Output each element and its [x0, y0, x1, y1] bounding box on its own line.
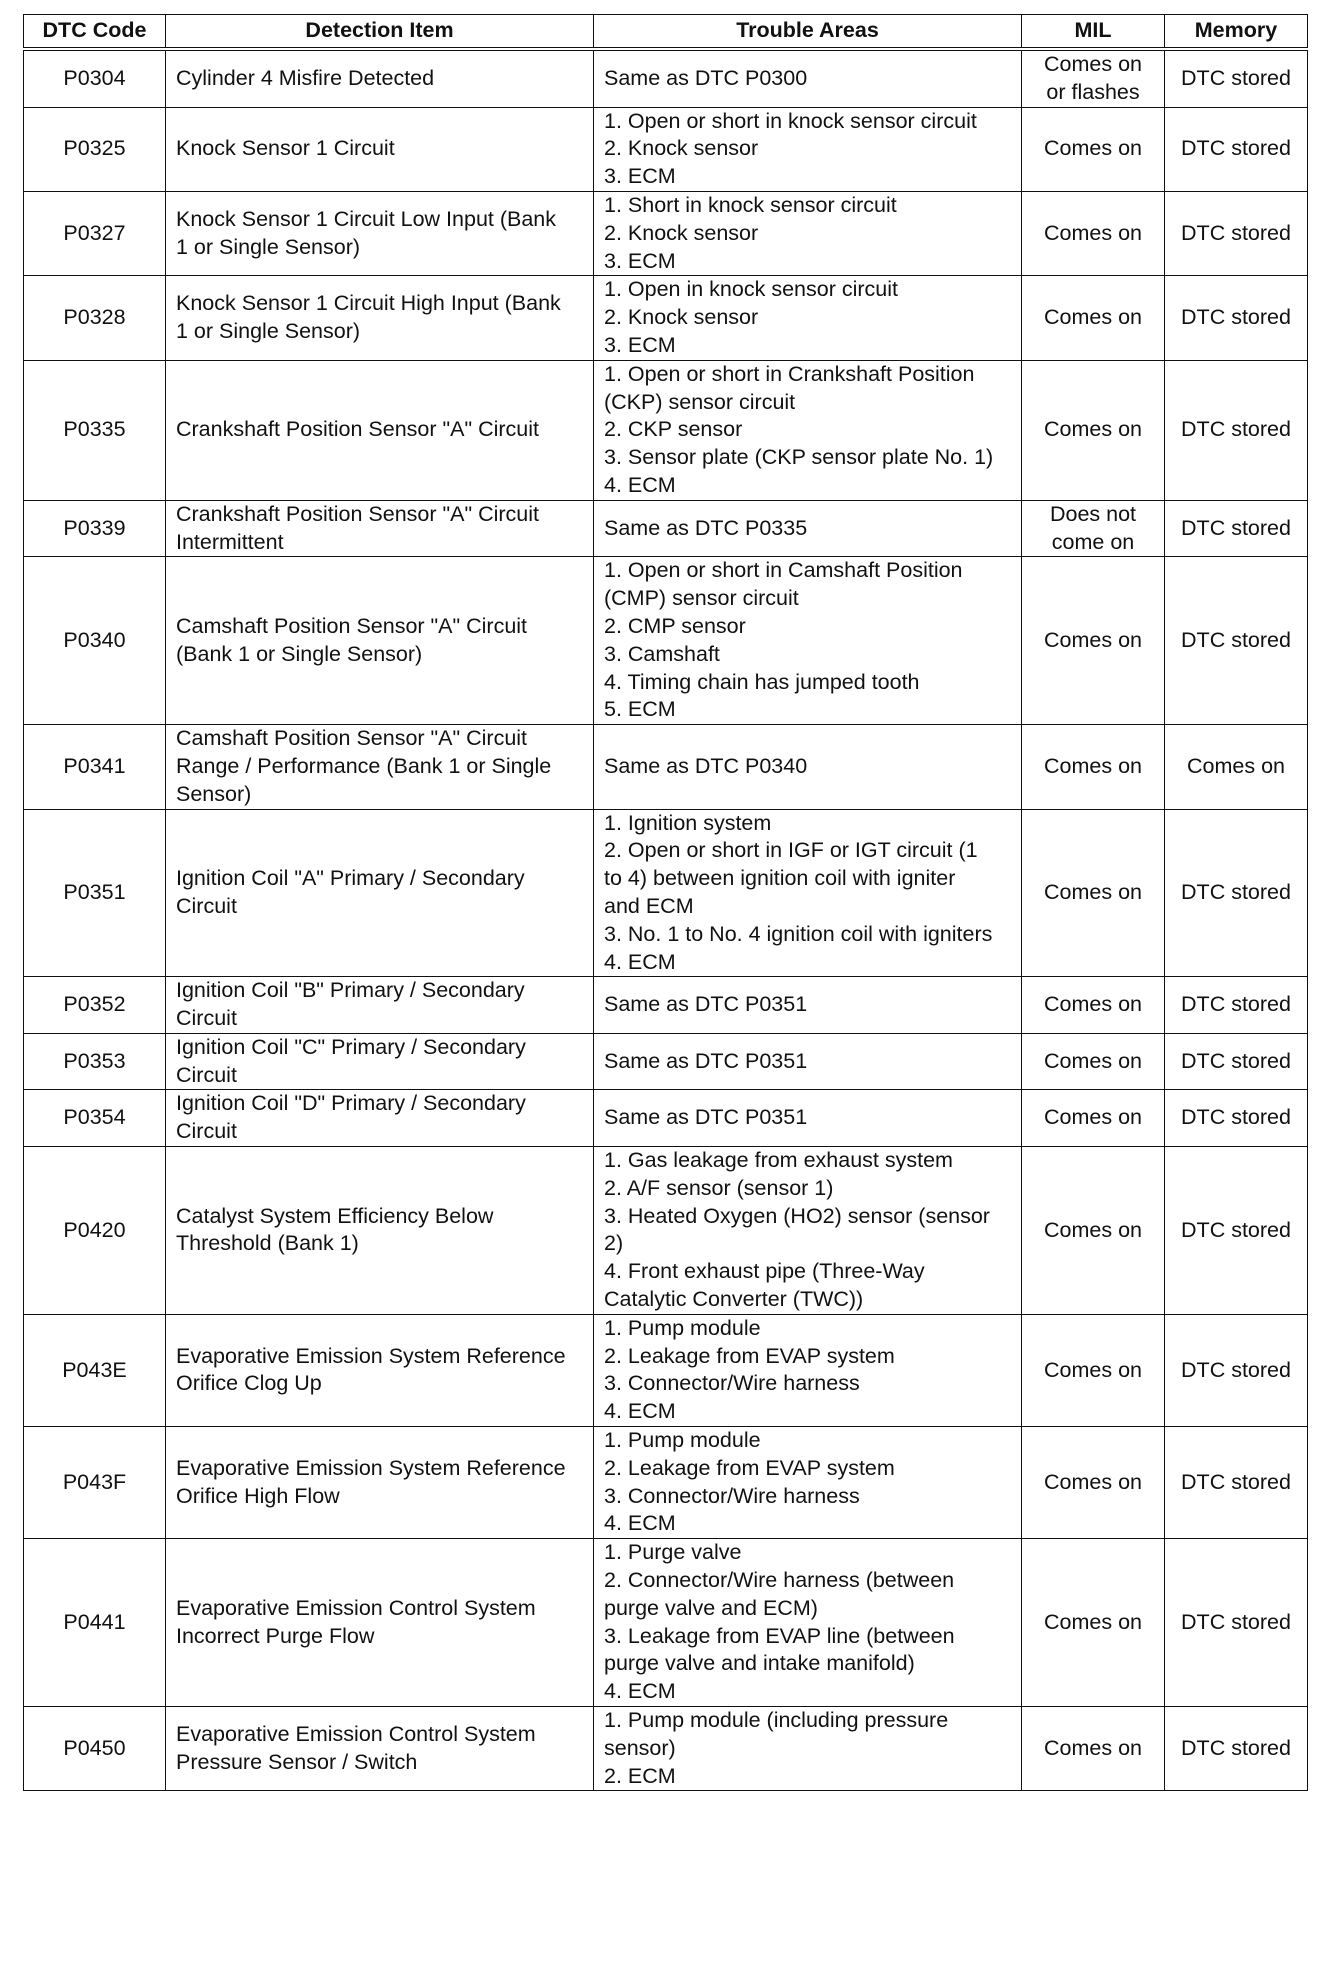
trouble-areas-cell-line: 2. Open or short in IGF or IGT circuit (1	[604, 838, 978, 863]
dtc-code-cell: P0353	[24, 1033, 166, 1090]
memory-cell: DTC stored	[1165, 1090, 1308, 1147]
trouble-areas-cell-line: 4. ECM	[604, 1399, 676, 1424]
mil-cell-line: Comes on	[1044, 1469, 1142, 1494]
table-row	[24, 360, 1308, 500]
table-row	[24, 809, 1308, 977]
detection-item-cell-line: Ignition Coil "C" Primary / Secondary	[176, 1034, 526, 1059]
detection-item-cell-line: Camshaft Position Sensor "A" Circuit	[176, 726, 528, 751]
trouble-areas-cell-line: 2. A/F sensor (sensor 1)	[604, 1175, 834, 1200]
mil-cell-line: Does not	[1049, 501, 1137, 526]
dtc-code-cell: P0327	[24, 191, 166, 275]
trouble-areas-cell-line: Same as DTC P0335	[604, 515, 808, 540]
table-header	[24, 15, 1308, 50]
table-row	[24, 1539, 1308, 1707]
trouble-areas-cell-line: 2. Knock sensor	[604, 220, 759, 245]
trouble-areas-cell-line: 1. Open or short in Crankshaft Position	[604, 361, 975, 386]
trouble-areas-cell-line: 1. Short in knock sensor circuit	[604, 192, 897, 217]
memory-cell: DTC stored	[1165, 1314, 1308, 1426]
table-row	[24, 557, 1308, 725]
mil-cell-line: or flashes	[1046, 79, 1140, 104]
mil-cell-line: Comes on	[1044, 992, 1142, 1017]
detection-item-cell	[166, 1314, 594, 1426]
trouble-areas-cell	[594, 1427, 1022, 1539]
trouble-areas-cell-line: 1. Pump module	[604, 1315, 761, 1340]
header-detection-item: Detection Item	[166, 15, 594, 50]
trouble-areas-cell	[594, 360, 1022, 500]
detection-item-cell	[166, 1147, 594, 1315]
trouble-areas-cell	[594, 191, 1022, 275]
mil-cell-line: Comes on	[1044, 52, 1142, 76]
trouble-areas-cell-line: Catalytic Converter (TWC))	[604, 1287, 864, 1312]
detection-item-cell	[166, 1090, 594, 1147]
header-mil: MIL	[1022, 15, 1165, 50]
detection-item-cell-line: Knock Sensor 1 Circuit	[176, 136, 395, 161]
dtc-code-cell: P0335	[24, 360, 166, 500]
detection-item-cell-line: Ignition Coil "D" Primary / Secondary	[176, 1091, 526, 1116]
mil-cell-line: Comes on	[1044, 1217, 1142, 1242]
trouble-areas-cell-line: 2. CKP sensor	[604, 417, 743, 442]
detection-item-cell	[166, 1707, 594, 1791]
detection-item-cell-line: Ignition Coil "A" Primary / Secondary	[176, 866, 525, 891]
trouble-areas-cell-line: 3. Leakage from EVAP line (between	[604, 1623, 955, 1648]
memory-cell: DTC stored	[1165, 1427, 1308, 1539]
detection-item-cell-line: Evaporative Emission System Reference	[176, 1455, 566, 1480]
trouble-areas-cell-line: 3. ECM	[604, 332, 676, 357]
mil-cell	[1022, 809, 1165, 977]
detection-item-cell-line: Knock Sensor 1 Circuit High Input (Bank	[176, 291, 561, 316]
mil-cell	[1022, 276, 1165, 360]
dtc-code-cell: P0325	[24, 107, 166, 191]
dtc-code-cell: P043E	[24, 1314, 166, 1426]
memory-cell: DTC stored	[1165, 1147, 1308, 1315]
trouble-areas-cell-line: 1. Open or short in knock sensor circuit	[604, 108, 977, 133]
table-row	[24, 49, 1308, 107]
trouble-areas-cell-line: 3. ECM	[604, 164, 676, 189]
detection-item-cell-line: Knock Sensor 1 Circuit Low Input (Bank	[176, 206, 557, 231]
mil-cell-line: Comes on	[1044, 1048, 1142, 1073]
detection-item-cell-line: Threshold (Bank 1)	[176, 1231, 359, 1256]
dtc-code-cell: P0340	[24, 557, 166, 725]
dtc-code-cell: P0441	[24, 1539, 166, 1707]
trouble-areas-cell-line: (CKP) sensor circuit	[604, 389, 796, 414]
trouble-areas-cell-line: 3. ECM	[604, 248, 676, 273]
trouble-areas-cell-line: 5. ECM	[604, 697, 676, 722]
trouble-areas-cell-line: 3. Camshaft	[604, 641, 720, 666]
mil-cell	[1022, 1707, 1165, 1791]
mil-cell	[1022, 107, 1165, 191]
detection-item-cell-line: Range / Performance (Bank 1 or Single	[176, 753, 552, 778]
trouble-areas-cell	[594, 500, 1022, 557]
mil-cell-line: Comes on	[1044, 417, 1142, 442]
detection-item-cell	[166, 557, 594, 725]
dtc-code-cell: P0341	[24, 725, 166, 809]
detection-item-cell	[166, 725, 594, 809]
detection-item-cell-line: Camshaft Position Sensor "A" Circuit	[176, 613, 528, 638]
trouble-areas-cell-line: purge valve and ECM)	[604, 1595, 818, 1620]
trouble-areas-cell-line: 4. Front exhaust pipe (Three-Way	[604, 1259, 925, 1284]
detection-item-cell-line: Pressure Sensor / Switch	[176, 1749, 418, 1774]
table-row	[24, 1090, 1308, 1147]
trouble-areas-cell-line: 2. Leakage from EVAP system	[604, 1455, 895, 1480]
trouble-areas-cell-line: 3. Connector/Wire harness	[604, 1371, 860, 1396]
memory-cell: DTC stored	[1165, 49, 1308, 107]
dtc-code-cell: P0328	[24, 276, 166, 360]
mil-cell	[1022, 1427, 1165, 1539]
detection-item-cell	[166, 191, 594, 275]
mil-cell	[1022, 49, 1165, 107]
dtc-code-cell: P043F	[24, 1427, 166, 1539]
detection-item-cell-line: Cylinder 4 Misfire Detected	[176, 65, 435, 90]
mil-cell	[1022, 191, 1165, 275]
trouble-areas-cell-line: 2. Knock sensor	[604, 305, 759, 330]
trouble-areas-cell-line: Same as DTC P0340	[604, 753, 808, 778]
detection-item-cell	[166, 276, 594, 360]
memory-cell: DTC stored	[1165, 500, 1308, 557]
dtc-code-cell: P0339	[24, 500, 166, 557]
mil-cell	[1022, 1539, 1165, 1707]
header-trouble-areas: Trouble Areas	[594, 15, 1022, 50]
detection-item-cell-line: 1 or Single Sensor)	[176, 234, 361, 259]
memory-cell: DTC stored	[1165, 107, 1308, 191]
detection-item-cell-line: Orifice High Flow	[176, 1483, 340, 1508]
detection-item-cell-line: Crankshaft Position Sensor "A" Circuit	[176, 501, 539, 526]
mil-cell-line: come on	[1051, 529, 1135, 554]
memory-cell: DTC stored	[1165, 809, 1308, 977]
dtc-code-cell: P0450	[24, 1707, 166, 1791]
header-row	[24, 15, 1308, 50]
header-memory: Memory	[1165, 15, 1308, 50]
table-row	[24, 1147, 1308, 1315]
mil-cell	[1022, 360, 1165, 500]
memory-cell: DTC stored	[1165, 191, 1308, 275]
trouble-areas-cell	[594, 809, 1022, 977]
trouble-areas-cell-line: 4. ECM	[604, 472, 676, 497]
detection-item-cell-line: Intermittent	[176, 529, 284, 554]
mil-cell-line: Comes on	[1044, 136, 1142, 161]
table-row	[24, 1427, 1308, 1539]
table-row	[24, 977, 1308, 1034]
memory-cell: DTC stored	[1165, 276, 1308, 360]
detection-item-cell-line: Circuit	[176, 1006, 237, 1031]
trouble-areas-cell	[594, 1033, 1022, 1090]
detection-item-cell-line: Catalyst System Efficiency Below	[176, 1203, 494, 1228]
memory-cell: DTC stored	[1165, 1539, 1308, 1707]
table-row	[24, 1033, 1308, 1090]
detection-item-cell	[166, 1427, 594, 1539]
trouble-areas-cell	[594, 107, 1022, 191]
detection-item-cell-line: Orifice Clog Up	[176, 1371, 322, 1396]
table-row	[24, 107, 1308, 191]
mil-cell-line: Comes on	[1044, 880, 1142, 904]
detection-item-cell-line: (Bank 1 or Single Sensor)	[176, 641, 423, 666]
detection-item-cell-line: Sensor)	[176, 781, 252, 806]
detection-item-cell-line: Evaporative Emission Control System	[176, 1595, 536, 1620]
mil-cell-line: Comes on	[1044, 305, 1142, 330]
header-dtc-code: DTC Code	[24, 15, 166, 50]
mil-cell	[1022, 725, 1165, 809]
trouble-areas-cell-line: 4. Timing chain has jumped tooth	[604, 669, 920, 694]
trouble-areas-cell	[594, 276, 1022, 360]
detection-item-cell-line: Evaporative Emission Control System	[176, 1721, 536, 1746]
trouble-areas-cell-line: 2. Knock sensor	[604, 136, 759, 161]
table-row	[24, 1707, 1308, 1791]
detection-item-cell	[166, 49, 594, 107]
trouble-areas-cell-line: 1. Pump module (including pressure	[604, 1708, 949, 1733]
table-row	[24, 500, 1308, 557]
memory-cell: DTC stored	[1165, 360, 1308, 500]
detection-item-cell	[166, 360, 594, 500]
trouble-areas-cell-line: 1. Gas leakage from exhaust system	[604, 1148, 953, 1173]
table-row	[24, 276, 1308, 360]
trouble-areas-cell	[594, 557, 1022, 725]
trouble-areas-cell-line: sensor)	[604, 1735, 676, 1760]
trouble-areas-cell	[594, 977, 1022, 1034]
mil-cell	[1022, 500, 1165, 557]
table-body	[24, 49, 1308, 1791]
detection-item-cell-line: Crankshaft Position Sensor "A" Circuit	[176, 417, 539, 442]
memory-cell: DTC stored	[1165, 557, 1308, 725]
detection-item-cell-line: 1 or Single Sensor)	[176, 319, 361, 344]
trouble-areas-cell-line: and ECM	[604, 893, 694, 918]
memory-cell: DTC stored	[1165, 1033, 1308, 1090]
trouble-areas-cell-line: 1. Purge valve	[604, 1540, 742, 1565]
mil-cell	[1022, 1033, 1165, 1090]
trouble-areas-cell-line: to 4) between ignition coil with igniter	[604, 866, 956, 891]
detection-item-cell	[166, 809, 594, 977]
trouble-areas-cell	[594, 1090, 1022, 1147]
detection-item-cell	[166, 500, 594, 557]
memory-cell: Comes on	[1165, 725, 1308, 809]
trouble-areas-cell-line: 1. Open or short in Camshaft Position	[604, 558, 963, 583]
detection-item-cell-line: Incorrect Purge Flow	[176, 1623, 375, 1648]
trouble-areas-cell	[594, 1707, 1022, 1791]
trouble-areas-cell-line: 3. Connector/Wire harness	[604, 1483, 860, 1508]
dtc-code-cell: P0304	[24, 49, 166, 107]
dtc-code-cell: P0354	[24, 1090, 166, 1147]
trouble-areas-cell-line: 4. ECM	[604, 1679, 676, 1704]
detection-item-cell-line: Evaporative Emission System Reference	[176, 1343, 566, 1368]
mil-cell-line: Comes on	[1044, 1105, 1142, 1130]
detection-item-cell	[166, 1033, 594, 1090]
mil-cell-line: Comes on	[1044, 220, 1142, 245]
trouble-areas-cell-line: 1. Open in knock sensor circuit	[604, 277, 898, 302]
dtc-code-cell: P0352	[24, 977, 166, 1034]
trouble-areas-cell	[594, 1147, 1022, 1315]
trouble-areas-cell-line: 1. Ignition system	[604, 810, 772, 835]
memory-cell: DTC stored	[1165, 1707, 1308, 1791]
trouble-areas-cell-line: 2. Connector/Wire harness (between	[604, 1568, 955, 1593]
dtc-table	[23, 14, 1308, 1791]
trouble-areas-cell-line: Same as DTC P0300	[604, 65, 808, 90]
trouble-areas-cell-line: 4. ECM	[604, 1511, 676, 1536]
mil-cell-line: Comes on	[1044, 1357, 1142, 1382]
mil-cell-line: Comes on	[1044, 753, 1142, 778]
mil-cell	[1022, 1090, 1165, 1147]
detection-item-cell-line: Circuit	[176, 893, 237, 918]
trouble-areas-cell-line: purge valve and intake manifold)	[604, 1651, 915, 1676]
dtc-code-cell: P0351	[24, 809, 166, 977]
table-row	[24, 191, 1308, 275]
trouble-areas-cell-line: Same as DTC P0351	[604, 992, 808, 1017]
trouble-areas-cell	[594, 725, 1022, 809]
trouble-areas-cell-line: 4. ECM	[604, 949, 676, 974]
trouble-areas-cell	[594, 1539, 1022, 1707]
trouble-areas-cell-line: 3. Sensor plate (CKP sensor plate No. 1)	[604, 445, 994, 470]
trouble-areas-cell-line: 3. Heated Oxygen (HO2) sensor (sensor	[604, 1203, 990, 1228]
detection-item-cell-line: Ignition Coil "B" Primary / Secondary	[176, 978, 525, 1003]
mil-cell	[1022, 557, 1165, 725]
trouble-areas-cell-line: 2)	[604, 1231, 624, 1256]
trouble-areas-cell-line: 3. No. 1 to No. 4 ignition coil with igniters	[604, 921, 993, 946]
detection-item-cell	[166, 1539, 594, 1707]
trouble-areas-cell-line: Same as DTC P0351	[604, 1048, 808, 1073]
dtc-code-cell: P0420	[24, 1147, 166, 1315]
trouble-areas-cell-line: 2. CMP sensor	[604, 613, 746, 638]
mil-cell	[1022, 977, 1165, 1034]
table-row	[24, 1314, 1308, 1426]
detection-item-cell	[166, 977, 594, 1034]
trouble-areas-cell-line: 2. ECM	[604, 1763, 676, 1788]
detection-item-cell-line: Circuit	[176, 1062, 237, 1087]
memory-cell: DTC stored	[1165, 977, 1308, 1034]
trouble-areas-cell-line: 2. Leakage from EVAP system	[604, 1343, 895, 1368]
trouble-areas-cell	[594, 1314, 1022, 1426]
trouble-areas-cell-line: Same as DTC P0351	[604, 1105, 808, 1130]
trouble-areas-cell-line: (CMP) sensor circuit	[604, 586, 799, 611]
detection-item-cell	[166, 107, 594, 191]
mil-cell-line: Comes on	[1044, 627, 1142, 652]
table-row	[24, 725, 1308, 809]
trouble-areas-cell	[594, 49, 1022, 107]
mil-cell	[1022, 1314, 1165, 1426]
mil-cell	[1022, 1147, 1165, 1315]
mil-cell-line: Comes on	[1044, 1609, 1142, 1634]
mil-cell-line: Comes on	[1044, 1735, 1142, 1760]
detection-item-cell-line: Circuit	[176, 1119, 237, 1144]
trouble-areas-cell-line: 1. Pump module	[604, 1428, 761, 1453]
